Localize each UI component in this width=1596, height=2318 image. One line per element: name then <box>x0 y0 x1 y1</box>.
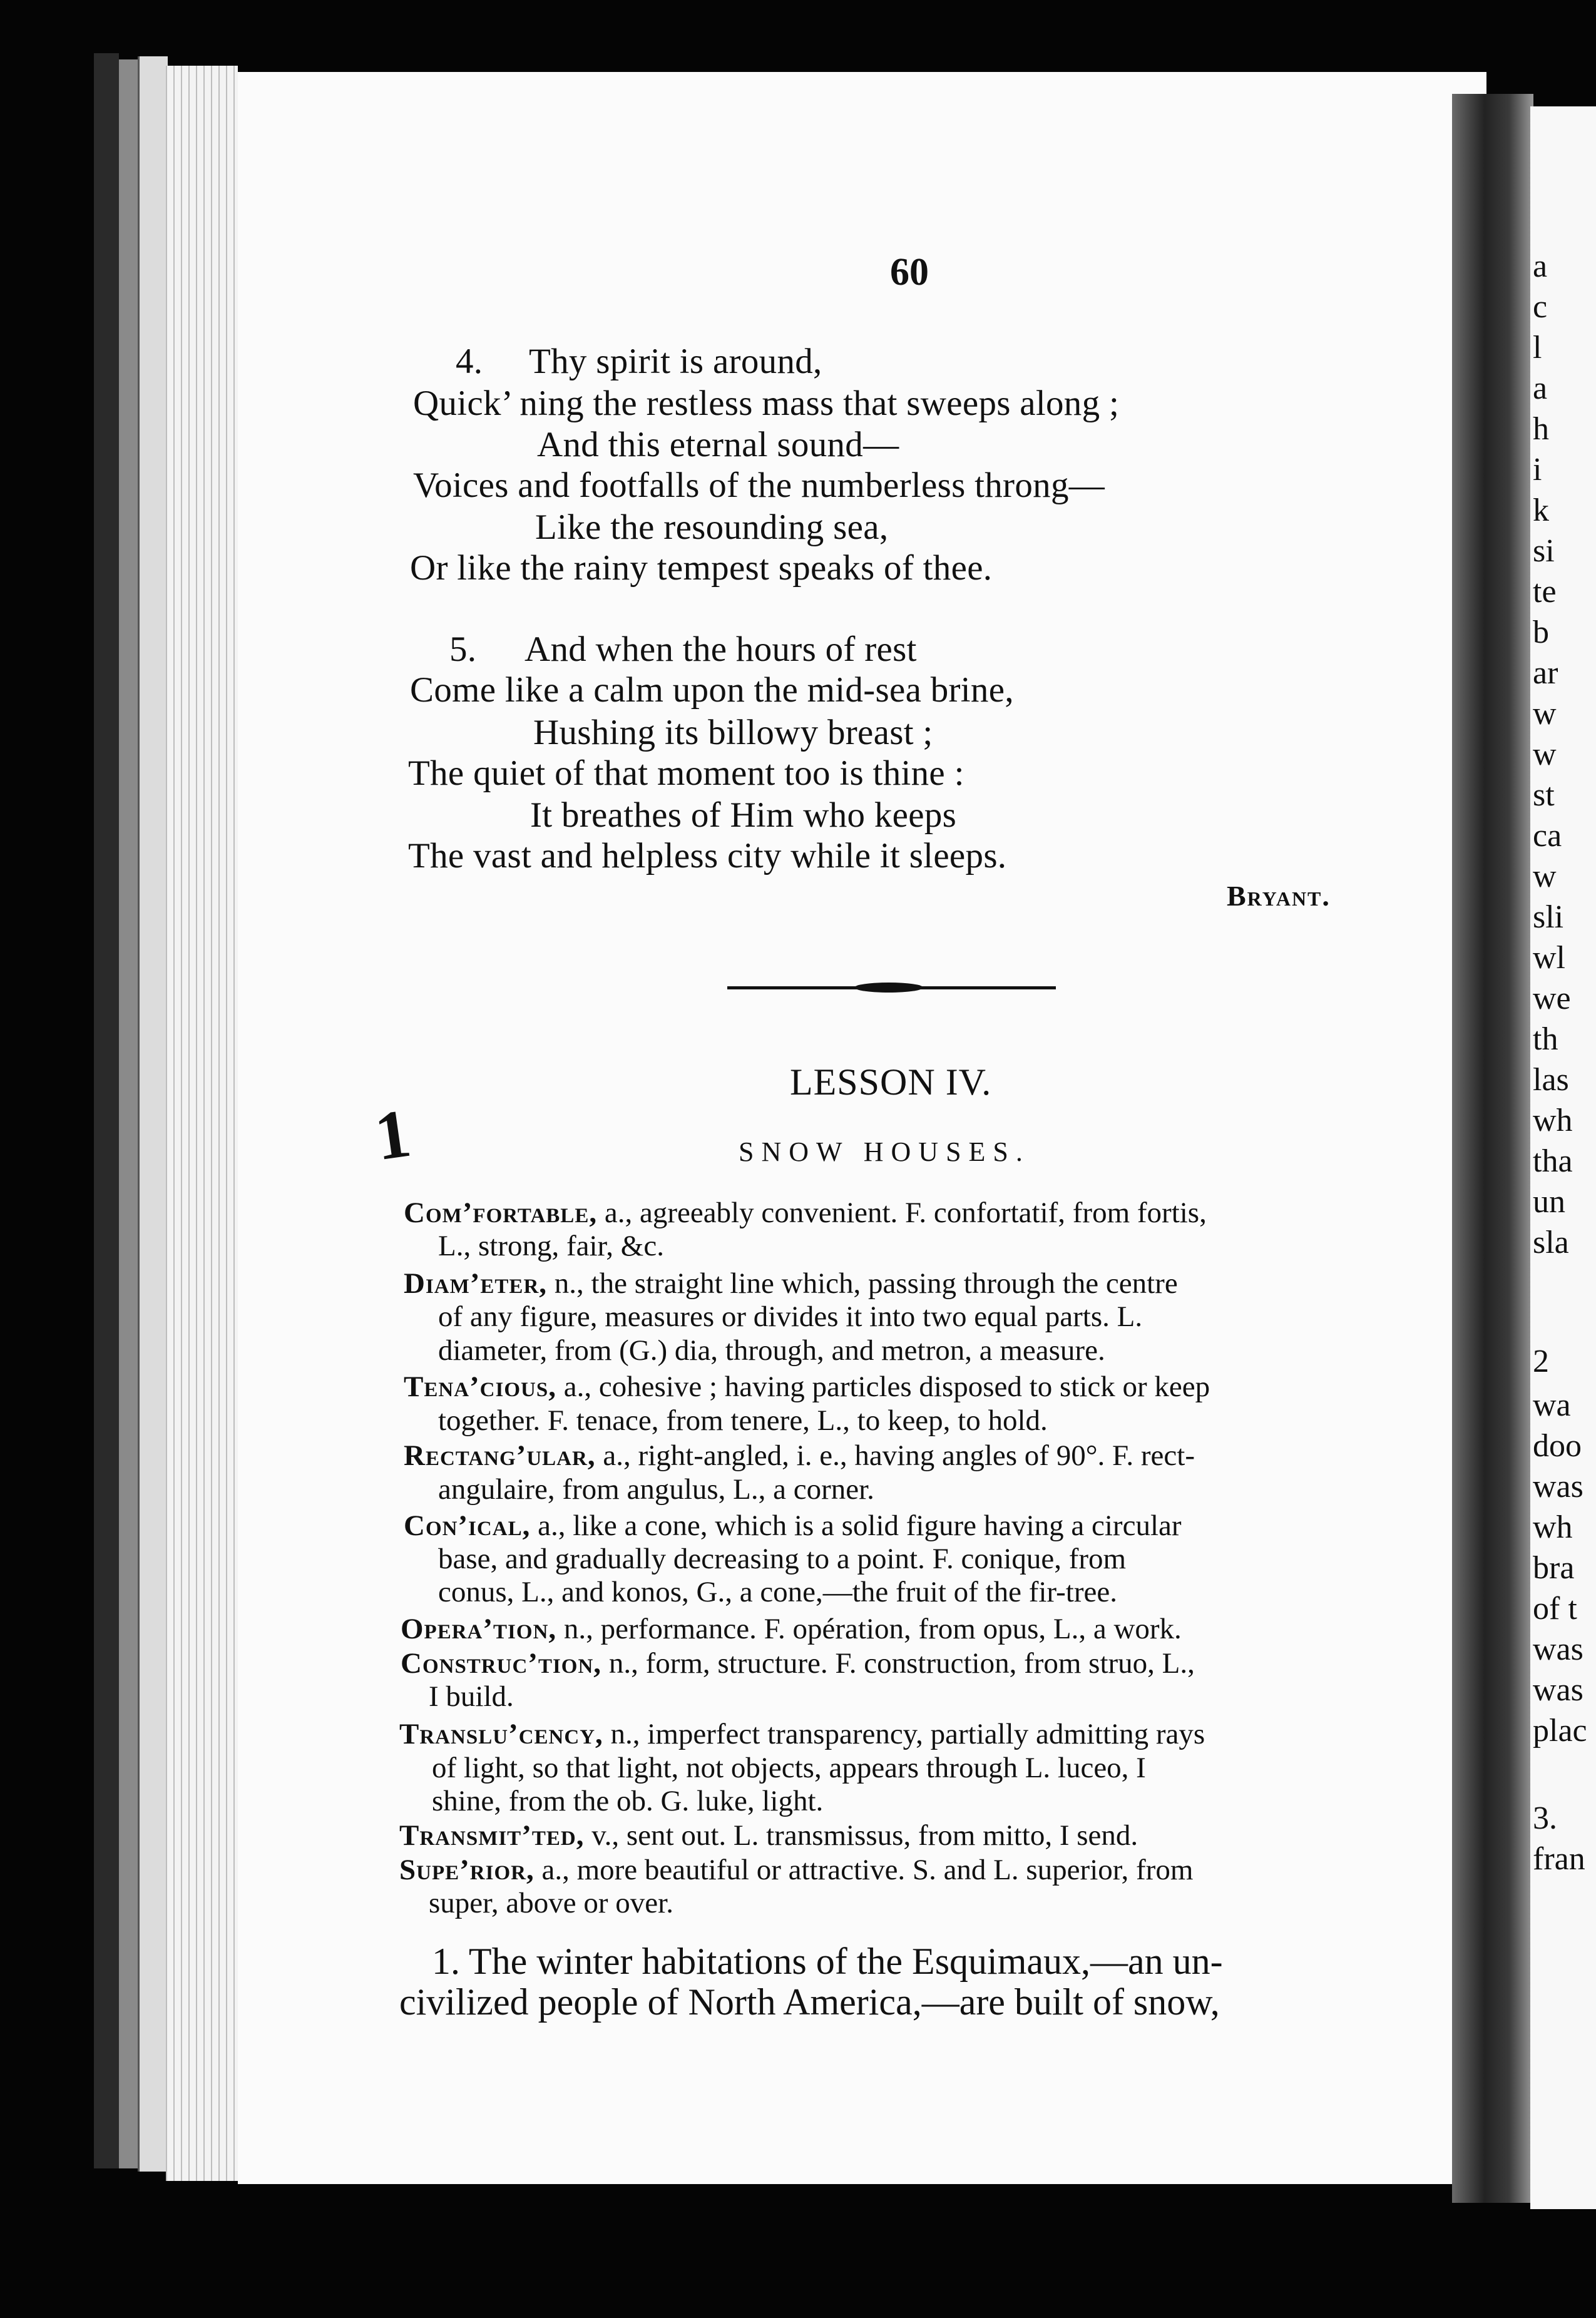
facing-page-text-fragment: h <box>1533 411 1549 447</box>
facing-page-text-fragment: 3. <box>1533 1800 1557 1836</box>
book-spine-dark <box>94 53 119 2168</box>
poem-attribution: Bryant. <box>1227 880 1331 912</box>
poem-line: Come like a calm upon the mid-sea brine, <box>410 670 1014 710</box>
facing-page-text-fragment: st <box>1533 777 1555 813</box>
glossary-term: Rectang’ular, <box>404 1439 596 1472</box>
facing-page-text-fragment: a <box>1533 248 1548 284</box>
glossary-continuation: shine, from the ob. G. luke, light. <box>432 1785 824 1817</box>
lesson-title: LESSON IV. <box>790 1061 992 1103</box>
facing-page-text-fragment: 2 <box>1533 1344 1549 1379</box>
poem-line: And when the hours of rest <box>524 630 917 669</box>
handwritten-mark: 1 <box>370 1094 416 1175</box>
facing-page-text-fragment: l <box>1533 330 1542 365</box>
glossary-definition: a., right-angled, i. e., having angles of 90°. F. rect- <box>603 1439 1195 1472</box>
page-gutter <box>1452 94 1533 2203</box>
paragraph-line: 1. The winter habitations of the Esquimaux,—an un- <box>432 1941 1223 1982</box>
glossary-definition: a., more beautiful or attractive. S. and L. superior, from <box>541 1854 1194 1886</box>
glossary-term: Construc’tion, <box>401 1647 602 1680</box>
glossary-entry <box>399 1720 1205 1749</box>
facing-page-text-fragment: was <box>1533 1672 1583 1708</box>
glossary-entry <box>401 1615 1182 1644</box>
facing-page-text-fragment: sla <box>1533 1225 1569 1260</box>
facing-page-text-fragment: plac <box>1533 1713 1587 1749</box>
facing-page-text-fragment: sli <box>1533 899 1564 935</box>
facing-page-text-fragment: un <box>1533 1184 1565 1220</box>
poem-line: The vast and helpless city while it sleeps. <box>408 836 1007 876</box>
facing-page-text-fragment: wh <box>1533 1103 1573 1138</box>
divider-ornament <box>854 983 923 993</box>
lesson-subtitle: SNOW HOUSES. <box>739 1136 1030 1167</box>
glossary-continuation: L., strong, fair, &c. <box>438 1230 664 1262</box>
glossary-entry <box>399 1856 1193 1885</box>
facing-page-text-fragment: ca <box>1533 818 1562 854</box>
facing-page-text-fragment: te <box>1533 574 1557 610</box>
glossary-definition: a., agreeably convenient. F. confortatif, from fortis, <box>604 1197 1207 1229</box>
poem-line: Hushing its billowy breast ; <box>533 713 933 752</box>
glossary-term: Translu’cency, <box>399 1718 603 1750</box>
glossary-continuation: angulaire, from angulus, L., a corner. <box>438 1473 874 1506</box>
poem-line: Quick’ ning the restless mass that sweeps along ; <box>413 384 1120 423</box>
glossary-definition: n., performance. F. opération, from opus, L., a work. <box>563 1613 1182 1645</box>
page-edges <box>166 66 238 2181</box>
glossary-definition: n., imperfect transparency, partially admitting rays <box>610 1718 1205 1750</box>
poem-line: Like the resounding sea, <box>535 508 889 547</box>
glossary-term: Supe’rior, <box>399 1854 535 1886</box>
glossary-continuation: conus, L., and konos, G., a cone,—the fruit of the fir-tree. <box>438 1576 1117 1608</box>
paragraph-line: civilized people of North America,—are built of snow, <box>399 1981 1220 2023</box>
facing-page-text-fragment: a <box>1533 370 1548 406</box>
glossary-definition: n., the straight line which, passing through the centre <box>554 1267 1178 1300</box>
facing-page-text-fragment: las <box>1533 1062 1569 1098</box>
facing-page-text-fragment: fran <box>1533 1841 1585 1877</box>
glossary-term: Diam’eter, <box>404 1267 548 1300</box>
glossary-term: Opera’tion, <box>401 1613 557 1645</box>
facing-page-text-fragment: w <box>1533 696 1557 732</box>
glossary-definition: a., like a cone, which is a solid figure having a circular <box>538 1509 1182 1542</box>
facing-page-text-fragment: si <box>1533 533 1555 569</box>
facing-page-text-fragment: tha <box>1533 1143 1573 1179</box>
facing-page-text-fragment: we <box>1533 981 1571 1016</box>
facing-page-text-fragment: wa <box>1533 1387 1571 1423</box>
glossary-definition: n., form, structure. F. construction, from struo, L., <box>608 1647 1195 1680</box>
glossary-continuation: of light, so that light, not objects, appears through L. luceo, I <box>432 1752 1146 1784</box>
page-number: 60 <box>890 251 929 294</box>
facing-page-text-fragment: wl <box>1533 940 1565 976</box>
facing-page-text-fragment: th <box>1533 1021 1558 1057</box>
facing-page-text-fragment: c <box>1533 289 1548 325</box>
poem-line: It breathes of Him who keeps <box>530 795 957 835</box>
facing-page-text-fragment: of t <box>1533 1591 1577 1626</box>
facing-page-text-fragment: doo <box>1533 1428 1582 1464</box>
facing-page-text-fragment: w <box>1533 859 1557 894</box>
glossary-continuation: of any figure, measures or divides it into two equal parts. L. <box>438 1300 1143 1333</box>
glossary-term: Tena’cious, <box>404 1371 556 1403</box>
stanza-number: 4. <box>456 342 483 381</box>
book-spine-grey <box>119 59 138 2168</box>
glossary-entry <box>404 1511 1182 1541</box>
glossary-entry <box>404 1269 1178 1299</box>
glossary-entry <box>399 1821 1138 1851</box>
facing-page-text-fragment: k <box>1533 493 1549 528</box>
glossary-entry <box>404 1372 1210 1402</box>
facing-page-text-fragment: bra <box>1533 1550 1575 1586</box>
glossary-term: Con’ical, <box>404 1509 531 1542</box>
facing-page-text-fragment: was <box>1533 1469 1583 1504</box>
glossary-continuation: diameter, from (G.) dia, through, and metron, a measure. <box>438 1334 1105 1367</box>
facing-page-text-fragment: wh <box>1533 1509 1573 1545</box>
glossary-continuation: super, above or over. <box>429 1887 673 1919</box>
facing-page-text-fragment: w <box>1533 737 1557 772</box>
glossary-entry <box>401 1649 1195 1678</box>
glossary-entry <box>404 1198 1207 1228</box>
facing-page-text-fragment: b <box>1533 615 1549 650</box>
glossary-continuation: base, and gradually decreasing to a point. F. conique, from <box>438 1543 1127 1575</box>
book-cover-edge <box>138 56 168 2172</box>
facing-page-fragment <box>1530 106 1596 2209</box>
glossary-entry <box>404 1441 1195 1471</box>
poem-line: The quiet of that moment too is thine : <box>408 753 964 793</box>
glossary-term: Transmit’ted, <box>399 1819 585 1852</box>
glossary-definition: v., sent out. L. transmissus, from mitto, I send. <box>591 1819 1138 1852</box>
glossary-continuation: I build. <box>429 1680 514 1713</box>
facing-page-text-fragment: was <box>1533 1631 1583 1667</box>
glossary-continuation: together. F. tenace, from tenere, L., to keep, to hold. <box>438 1404 1048 1437</box>
poem-line: Voices and footfalls of the numberless throng— <box>413 466 1105 505</box>
poem-line: And this eternal sound— <box>537 425 899 464</box>
facing-page-text-fragment: i <box>1533 452 1542 488</box>
poem-line: Or like the rainy tempest speaks of thee. <box>410 548 993 588</box>
facing-page-text-fragment: ar <box>1533 655 1558 691</box>
glossary-term: Com’fortable, <box>404 1197 598 1229</box>
stanza-number: 5. <box>449 630 477 669</box>
glossary-definition: a., cohesive ; having particles disposed to stick or keep <box>563 1371 1210 1403</box>
poem-line: Thy spirit is around, <box>529 342 822 381</box>
